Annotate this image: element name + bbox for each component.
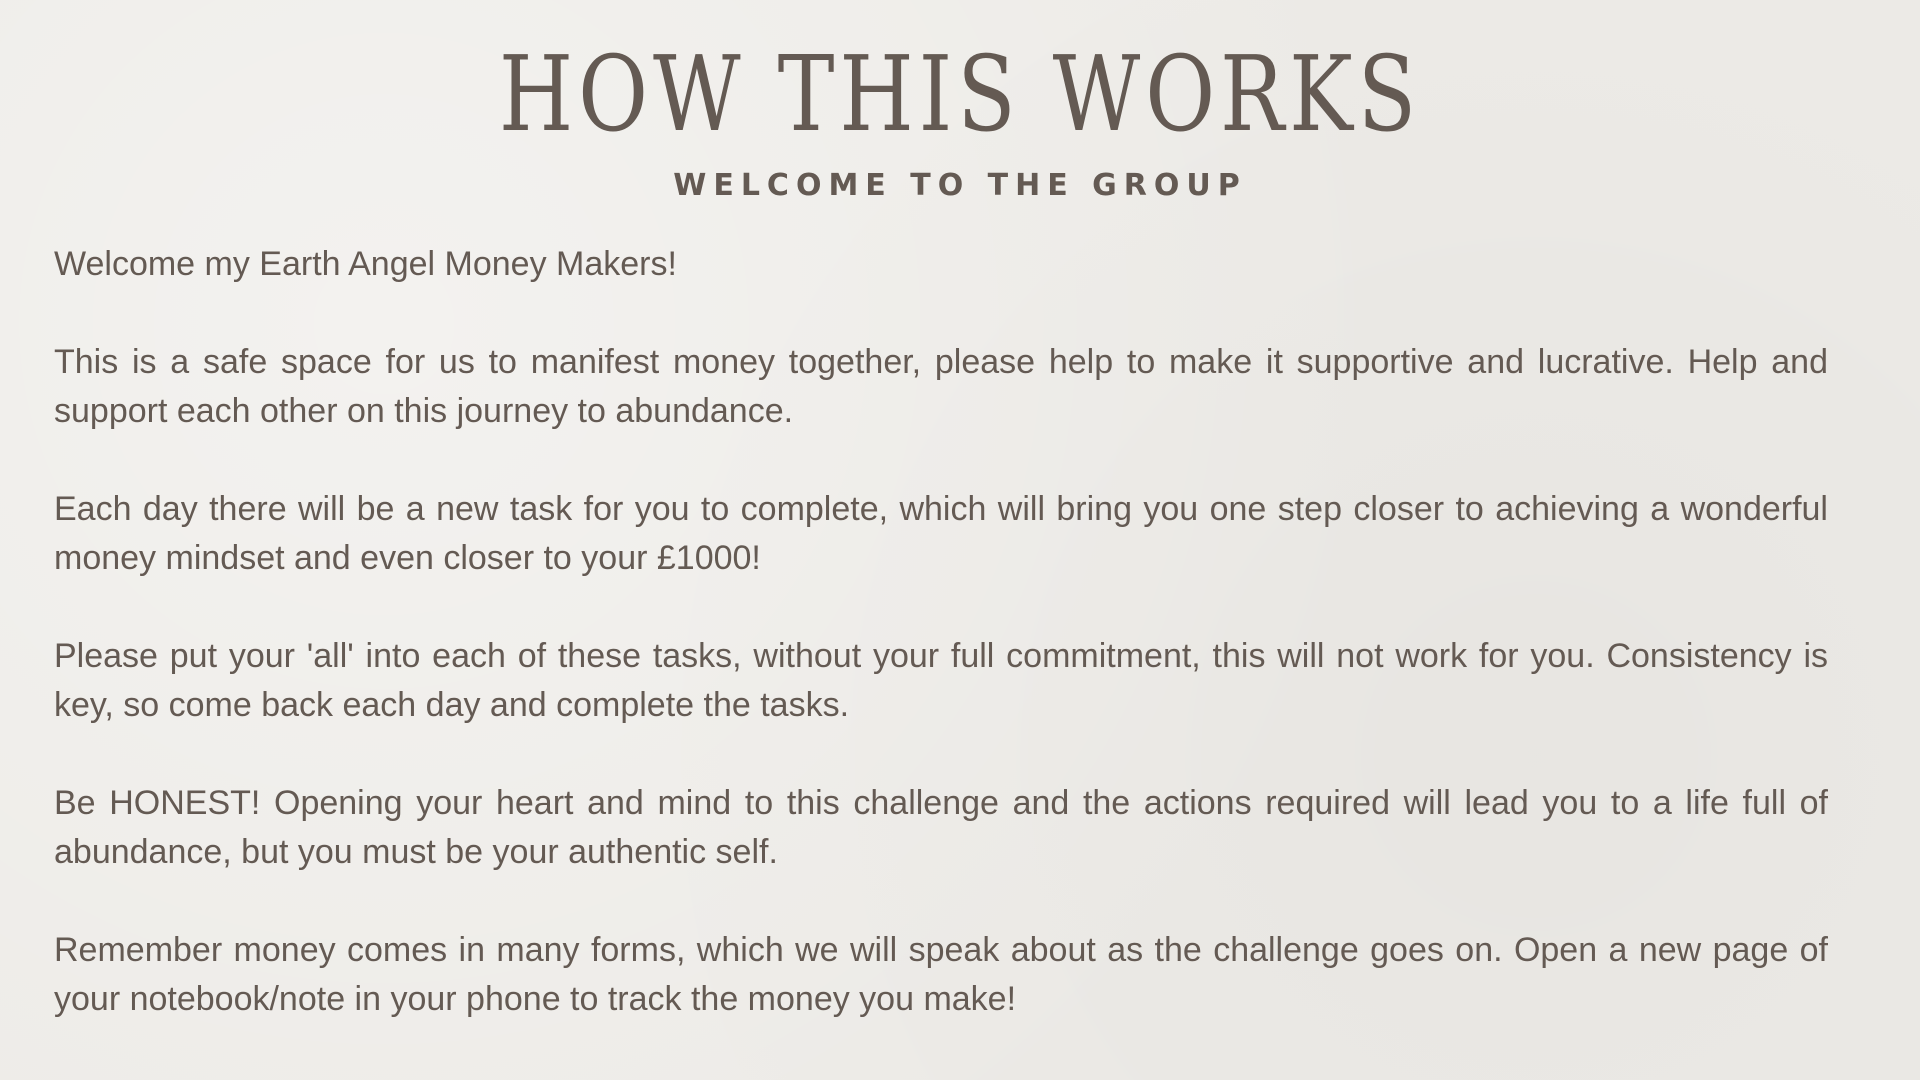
paragraph-daily-task: Each day there will be a new task for you to complete, which will bring you one step closer to achieving a wonderful money mindset and even closer to your £1000! <box>54 490 1828 577</box>
page-title: HOW THIS WORKS <box>498 33 1422 155</box>
body-text <box>54 240 1828 1024</box>
paragraph-commitment: Please put your 'all' into each of these tasks, without your full commitment, this will not work for you. Consistency is key, so come back each day and complete the tasks. <box>54 637 1828 724</box>
paragraph-honesty: Be HONEST! Opening your heart and mind to this challenge and the actions required will lead you to a life full of abundance, but you must be your authentic self. <box>54 784 1828 871</box>
page-subtitle: WELCOME TO THE GROUP <box>673 168 1247 203</box>
paragraph-welcome: Welcome my Earth Angel Money Makers! <box>54 245 677 283</box>
paragraph-money-forms: Remember money comes in many forms, which we will speak about as the challenge goes on. Open a new page of your notebook/note in your phone to track the money you make! <box>54 931 1828 1018</box>
paragraph-safe-space: This is a safe space for us to manifest money together, please help to make it supportive and lucrative. Help and support each other on this journey to abundance. <box>54 343 1828 430</box>
